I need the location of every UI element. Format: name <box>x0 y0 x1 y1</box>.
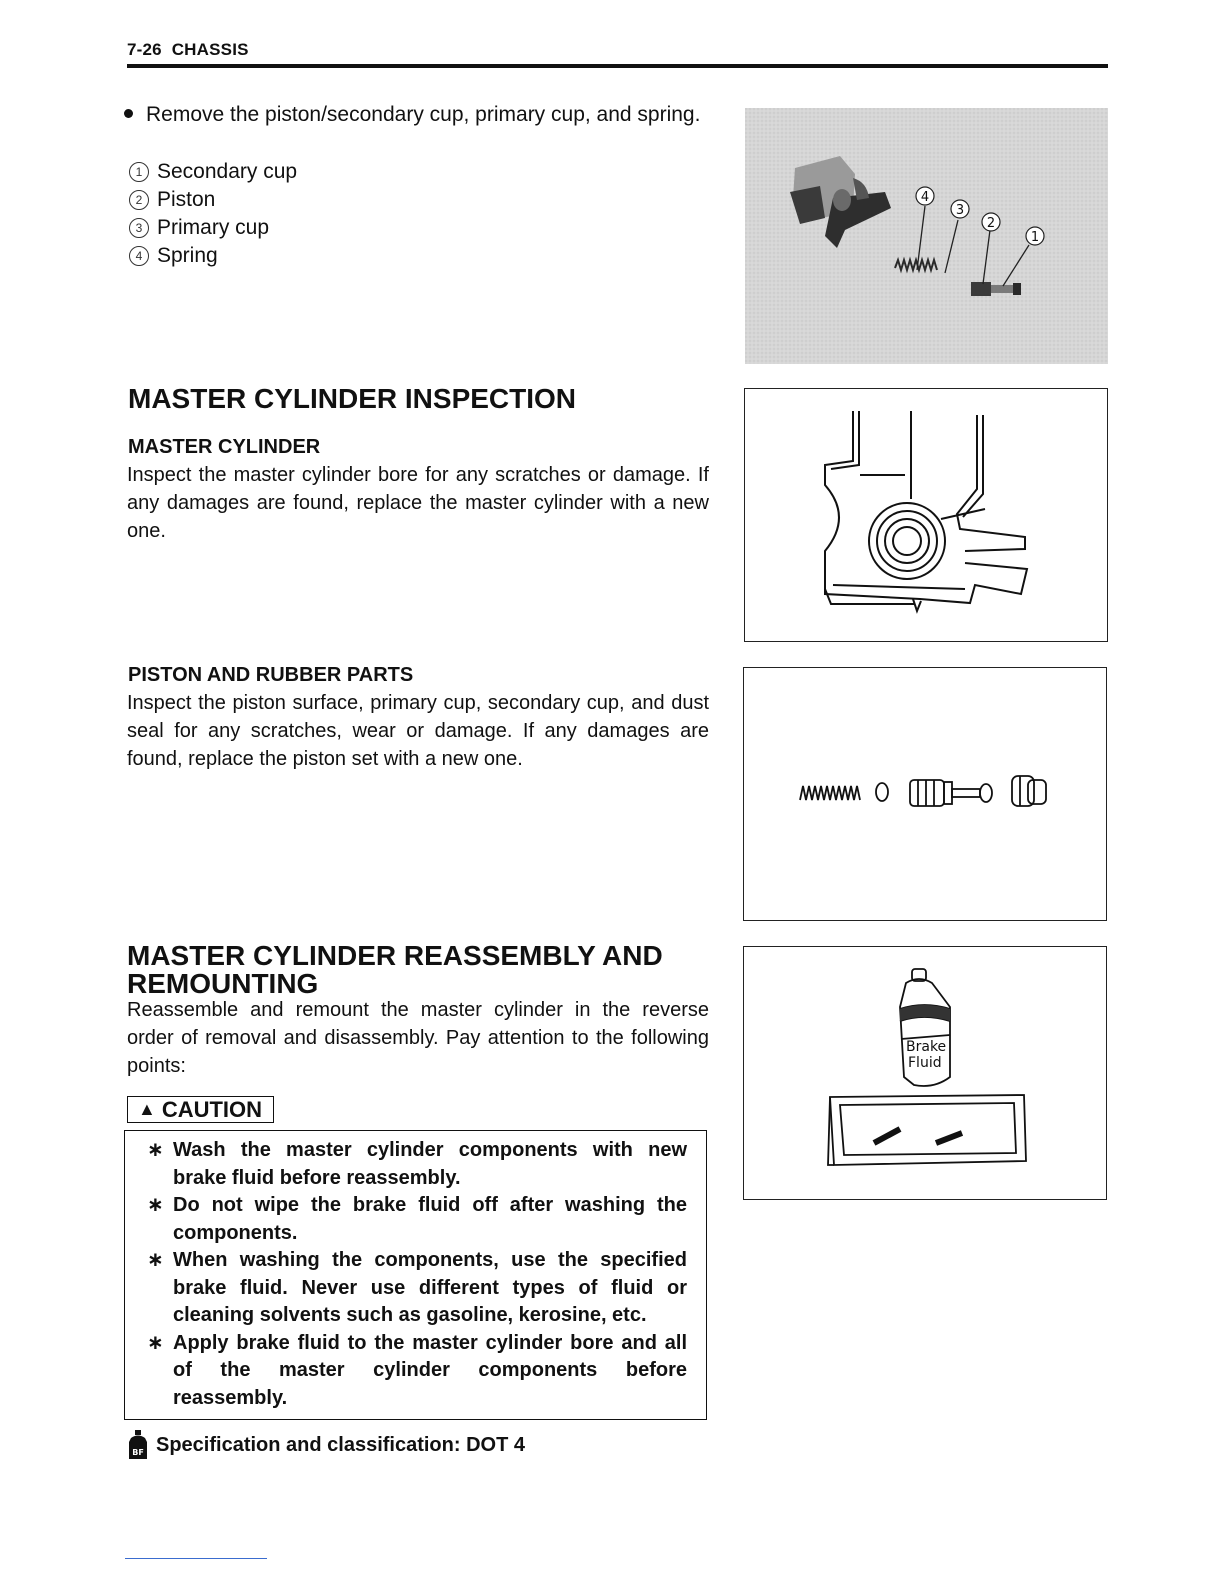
inspection-title: MASTER CYLINDER INSPECTION <box>128 383 577 414</box>
legend-label: Spring <box>157 244 218 267</box>
photo-callout-4: 4 <box>920 190 930 205</box>
caution-item-text: Wash the master cylinder components with new brake fluid before reassembly. <box>173 1139 687 1189</box>
master-cylinder-icon <box>825 411 1027 611</box>
asterisk-icon: ∗ <box>147 1249 164 1271</box>
bottle-label-brake: Brake <box>906 1039 947 1055</box>
piston-parts-text: Inspect the piston surface, primary cup, secondary cup, and dust seal for any scratches, wear or damage. If any damages are found, replace the piston set with a new one. <box>127 692 709 770</box>
reassembly-title <box>127 942 663 998</box>
piston-set-figure <box>743 667 1107 921</box>
piston-in-tray-icon <box>874 1129 962 1143</box>
caution-item <box>147 1137 687 1192</box>
bottle-label-fluid: Fluid <box>908 1055 942 1071</box>
brake-fluid-figure <box>743 946 1107 1200</box>
page-number: 7-26 <box>127 40 162 59</box>
master-cylinder-text: Inspect the master cylinder bore for any scratches or damage. If any damages are found, replace the master cylinder with a new one. <box>127 464 709 542</box>
legend-item <box>129 214 297 242</box>
legend-item <box>129 242 297 270</box>
caution-item-text: When washing the components, use the specified brake fluid. Never use different types of fluid or cleaning solvents such as gasoline, kerosine, etc. <box>173 1249 687 1326</box>
removal-instruction-text: Remove the piston/secondary cup, primary cup, and spring. <box>146 103 701 126</box>
legend-item <box>129 158 297 186</box>
legend-label: Primary cup <box>157 216 270 239</box>
caution-item-text: Apply brake fluid to the master cylinder bore and all of the master cylinder components before reassembly. <box>173 1331 687 1409</box>
reassembly-text: Reassemble and remount the master cylinder in the reverse order of removal and disassembly. Pay attention to the following points: <box>127 999 709 1077</box>
photo-callout-1: 1 <box>1030 230 1040 245</box>
caution-item <box>147 1192 687 1247</box>
photo-callout-2: 2 <box>986 216 996 231</box>
caution-item <box>147 1247 687 1330</box>
parts-legend <box>129 158 297 270</box>
spring-icon <box>800 783 888 801</box>
reassembly-title-line1: MASTER CYLINDER REASSEMBLY AND <box>127 940 663 971</box>
callout-number: 2 <box>129 190 149 210</box>
asterisk-icon: ∗ <box>147 1194 164 1216</box>
piston-parts-heading: PISTON AND RUBBER PARTS <box>128 664 414 686</box>
caution-label <box>127 1096 274 1123</box>
legend-label: Secondary cup <box>157 160 298 183</box>
caution-item-text: Do not wipe the brake fluid off after washing the components. <box>173 1194 687 1244</box>
caution-item <box>147 1330 687 1413</box>
caution-list <box>147 1137 687 1412</box>
caution-box <box>124 1130 707 1420</box>
header-rule <box>127 64 1108 68</box>
legend-item <box>129 186 297 214</box>
disassembly-photo <box>745 108 1108 364</box>
legend-label: Piston <box>157 188 216 211</box>
specification-text: Specification and classification: DOT 4 <box>156 1433 525 1456</box>
secondary-cup-icon <box>1012 776 1046 806</box>
warning-triangle-icon: ▲ <box>138 1099 156 1119</box>
callout-number: 4 <box>129 246 149 266</box>
page-header <box>127 40 249 60</box>
photo-callout-3: 3 <box>955 203 965 218</box>
svg-text:BF: BF <box>132 1448 144 1457</box>
master-cylinder-drawing <box>745 389 1107 641</box>
reassembly-title-line2: REMOUNTING <box>127 968 319 999</box>
removal-instruction <box>124 103 700 127</box>
asterisk-icon: ∗ <box>147 1331 164 1354</box>
specification-line <box>128 1430 525 1460</box>
wash-tray-icon <box>828 1095 1026 1165</box>
bullet-icon <box>124 109 133 118</box>
piston-icon <box>910 780 992 806</box>
footer-rule <box>125 1558 267 1559</box>
brake-fluid-drawing <box>744 947 1106 1199</box>
master-cylinder-heading: MASTER CYLINDER <box>128 436 321 458</box>
piston-set-drawing <box>744 668 1106 920</box>
disassembly-photo-drawing <box>745 108 1108 364</box>
asterisk-icon: ∗ <box>147 1139 164 1161</box>
callout-number: 1 <box>129 162 149 182</box>
callout-number: 3 <box>129 218 149 238</box>
brake-fluid-spec-icon <box>128 1430 148 1460</box>
caution-label-text: CAUTION <box>161 1096 263 1122</box>
section-title: CHASSIS <box>171 40 249 59</box>
master-cylinder-figure <box>744 388 1108 642</box>
